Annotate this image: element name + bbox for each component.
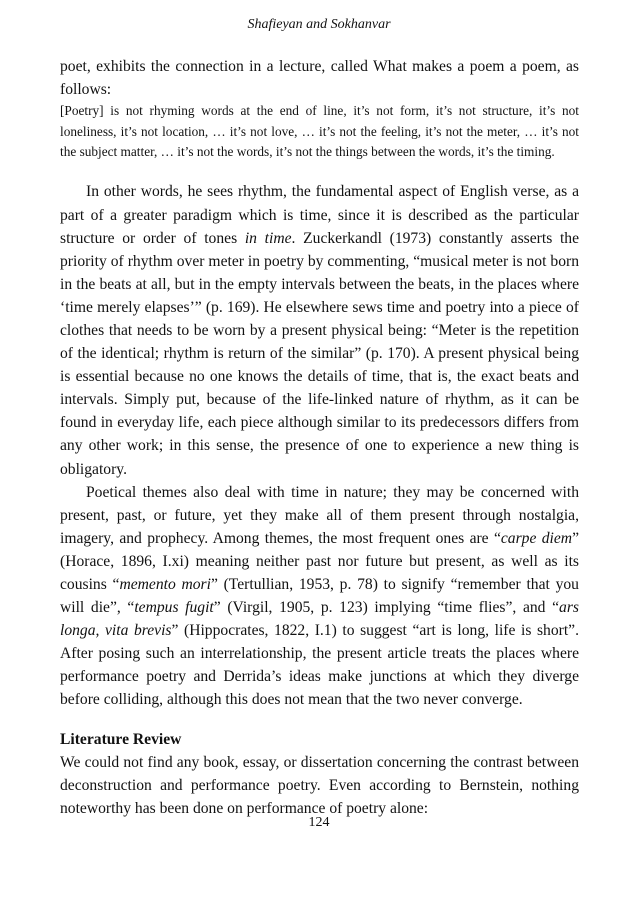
text-span: In other words, he sees rhythm, the fundamental aspect of English verse, as a part of a greater paradigm which is time, since it is described as the particular structure or order of tones [60,183,579,247]
text-span: Poetical themes also deal with time in nature; they may be concerned with present, past, or future, yet they make all of them present through nostalgia, imagery, and prophecy. Among themes, the most frequent ones are “ [60,483,579,547]
paragraph-themes [60,481,579,712]
body-text [60,55,579,820]
emphasis: in time [244,229,292,247]
text-span: ” (Hippocrates, 1822, I.1) to suggest “art is long, life is short”. After posing such an interrelationship, the present article treats the places where performance poetry and Derrida’s ideas make junctions at which they diverge before colliding, although this does not mean that the two never converge. [60,622,579,709]
text-span: ” (Tertullian, 1953, p. 78) to signify “remember that you will die”, “ [60,576,579,617]
block-quote: [Poetry] is not rhyming words at the end of line, it’s not form, it’s not structure, it’s not loneliness, it’s not location, … it’s not love, … it’s not the feeling, it’s not the meter, … it’s not the subject matter, … it’s not the words, it’s not the things between the words, it’s the timing. [60,103,579,159]
emphasis: carpe diem [500,529,573,547]
paragraph-rhythm [60,180,579,480]
emphasis: tempus fugit [134,599,214,617]
section-paragraph: We could not find any book, essay, or dissertation concerning the contrast between deconstruction and performance poetry. Even according to Bernstein, nothing noteworthy has been done on performance of poetry alone: [60,753,579,817]
text-span: . Zuckerkandl (1973) constantly asserts the priority of rhythm over meter in poetry by commenting, “musical meter is not born in the beats at all, but in the empty intervals between the beats, in the places where ‘time merely elapses’” (p. 169). He elsewhere sews time and poetry into a piece of clothes that needs to be worn by a present physical being: “Meter is the repetition of the identical; rhythm is return of the similar” (p. 170). A present physical being is essential because no one knows the details of time, that is, the exact beats and intervals. Simply put, because of the life-linked nature of rhythm, as it can be found in everyday life, each piece although similar to its predecessors differs from any other work; in this sense, the presence of one to experience a new thing is obligatory. [60,229,580,478]
section-heading: Literature Review [60,730,182,748]
intro-paragraph: poet, exhibits the connection in a lecture, called What makes a poem a poem, as follows: [60,58,579,99]
running-head: Shafieyan and Sokhanvar [247,17,391,32]
text-span: ” (Virgil, 1905, p. 123) implying “time flies”, and “ [213,599,560,617]
emphasis: ars longa, vita brevis [60,599,579,640]
text-span: ” (Horace, 1896, I.xi) meaning neither past nor future but present, as well as its cousins “ [60,529,579,593]
emphasis: memento mori [119,576,211,593]
page-number: 124 [308,815,330,830]
